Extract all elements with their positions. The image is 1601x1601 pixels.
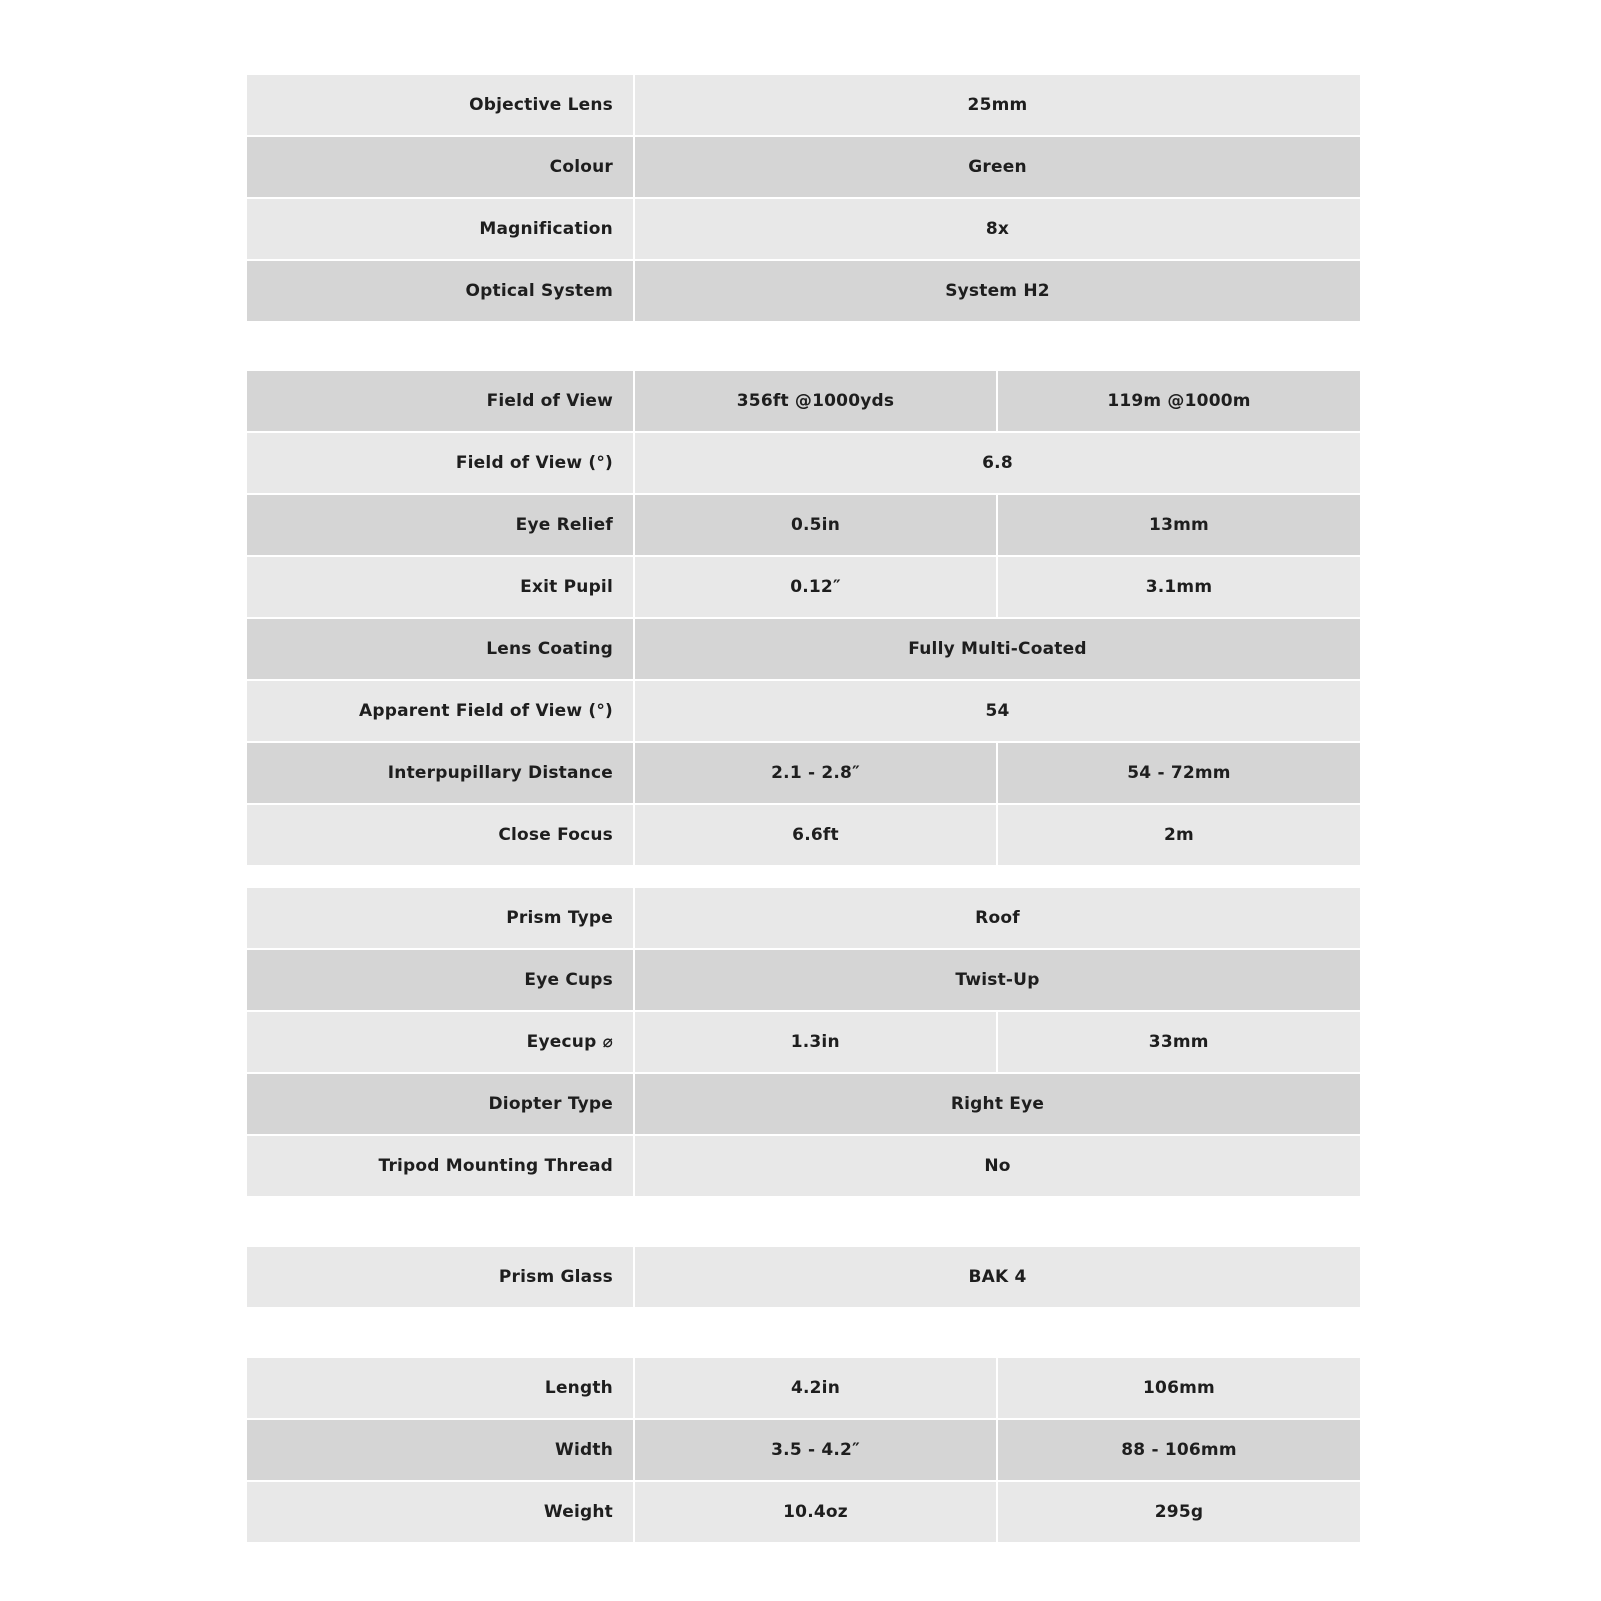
spec-value: 6.8 bbox=[635, 431, 1360, 493]
spec-label: Prism Type bbox=[247, 888, 635, 948]
spec-value-metric: 106mm bbox=[998, 1358, 1360, 1418]
spec-label: Tripod Mounting Thread bbox=[247, 1134, 635, 1196]
spec-value: Green bbox=[635, 135, 1360, 197]
spec-row-objective-lens bbox=[247, 75, 1360, 135]
spec-table-glass bbox=[247, 1247, 1360, 1307]
spec-label: Width bbox=[247, 1418, 635, 1480]
spec-row-prism-type bbox=[247, 888, 1360, 948]
spec-label: Eyecup ⌀ bbox=[247, 1010, 635, 1072]
spec-row-width bbox=[247, 1418, 1360, 1480]
spec-value-metric: 54 - 72mm bbox=[998, 741, 1360, 803]
spec-row-eye-cups bbox=[247, 948, 1360, 1010]
spec-value: System H2 bbox=[635, 259, 1360, 321]
spec-label: Colour bbox=[247, 135, 635, 197]
spec-value-metric: 2m bbox=[998, 803, 1360, 865]
spec-label: Prism Glass bbox=[247, 1247, 635, 1307]
spec-table-mechanics bbox=[247, 888, 1360, 1196]
spec-value: Fully Multi-Coated bbox=[635, 617, 1360, 679]
spec-value-imperial: 0.12″ bbox=[635, 555, 998, 617]
spec-row-weight bbox=[247, 1480, 1360, 1542]
spec-value-metric: 13mm bbox=[998, 493, 1360, 555]
spec-label: Optical System bbox=[247, 259, 635, 321]
spec-value: 25mm bbox=[635, 75, 1360, 135]
spec-value: No bbox=[635, 1134, 1360, 1196]
spec-row-eyecup-diameter bbox=[247, 1010, 1360, 1072]
spec-label: Lens Coating bbox=[247, 617, 635, 679]
spec-value: Right Eye bbox=[635, 1072, 1360, 1134]
spec-value: BAK 4 bbox=[635, 1247, 1360, 1307]
spec-value-imperial: 1.3in bbox=[635, 1010, 998, 1072]
spec-label: Length bbox=[247, 1358, 635, 1418]
spec-table-general bbox=[247, 75, 1360, 321]
spec-label: Field of View (°) bbox=[247, 431, 635, 493]
spec-table-optics bbox=[247, 371, 1360, 865]
spec-value-imperial: 4.2in bbox=[635, 1358, 998, 1418]
spec-row-interpupillary-distance bbox=[247, 741, 1360, 803]
spec-value-metric: 119m @1000m bbox=[998, 371, 1360, 431]
spec-row-colour bbox=[247, 135, 1360, 197]
spec-table-dimensions bbox=[247, 1358, 1360, 1542]
spec-label: Diopter Type bbox=[247, 1072, 635, 1134]
spec-label: Magnification bbox=[247, 197, 635, 259]
spec-row-lens-coating bbox=[247, 617, 1360, 679]
spec-label: Weight bbox=[247, 1480, 635, 1542]
spec-row-apparent-field-of-view bbox=[247, 679, 1360, 741]
spec-label: Eye Relief bbox=[247, 493, 635, 555]
spec-row-field-of-view-degrees bbox=[247, 431, 1360, 493]
spec-label: Eye Cups bbox=[247, 948, 635, 1010]
spec-row-length bbox=[247, 1358, 1360, 1418]
spec-row-eye-relief bbox=[247, 493, 1360, 555]
spec-label: Objective Lens bbox=[247, 75, 635, 135]
spec-value-metric: 33mm bbox=[998, 1010, 1361, 1072]
spec-value: 54 bbox=[635, 679, 1360, 741]
spec-row-close-focus bbox=[247, 803, 1360, 865]
spec-row-exit-pupil bbox=[247, 555, 1360, 617]
spec-value-imperial: 6.6ft bbox=[635, 803, 998, 865]
spec-value-imperial: 10.4oz bbox=[635, 1480, 998, 1542]
spec-value-imperial: 0.5in bbox=[635, 493, 998, 555]
spec-label: Field of View bbox=[247, 371, 635, 431]
spec-row-field-of-view bbox=[247, 371, 1360, 431]
spec-value-metric: 3.1mm bbox=[998, 555, 1360, 617]
spec-row-diopter-type bbox=[247, 1072, 1360, 1134]
spec-value-imperial: 356ft @1000yds bbox=[635, 371, 998, 431]
spec-value: Roof bbox=[635, 888, 1360, 948]
spec-value: 8x bbox=[635, 197, 1360, 259]
spec-value-imperial: 2.1 - 2.8″ bbox=[635, 741, 998, 803]
spec-value-imperial: 3.5 - 4.2″ bbox=[635, 1418, 998, 1480]
spec-value: Twist-Up bbox=[635, 948, 1360, 1010]
spec-label: Close Focus bbox=[247, 803, 635, 865]
spec-value-metric: 88 - 106mm bbox=[998, 1418, 1360, 1480]
spec-row-tripod-mounting-thread bbox=[247, 1134, 1360, 1196]
spec-row-prism-glass bbox=[247, 1247, 1360, 1307]
spec-row-optical-system bbox=[247, 259, 1360, 321]
spec-label: Interpupillary Distance bbox=[247, 741, 635, 803]
spec-label: Apparent Field of View (°) bbox=[247, 679, 635, 741]
spec-label: Exit Pupil bbox=[247, 555, 635, 617]
spec-value-metric: 295g bbox=[998, 1480, 1360, 1542]
spec-row-magnification bbox=[247, 197, 1360, 259]
